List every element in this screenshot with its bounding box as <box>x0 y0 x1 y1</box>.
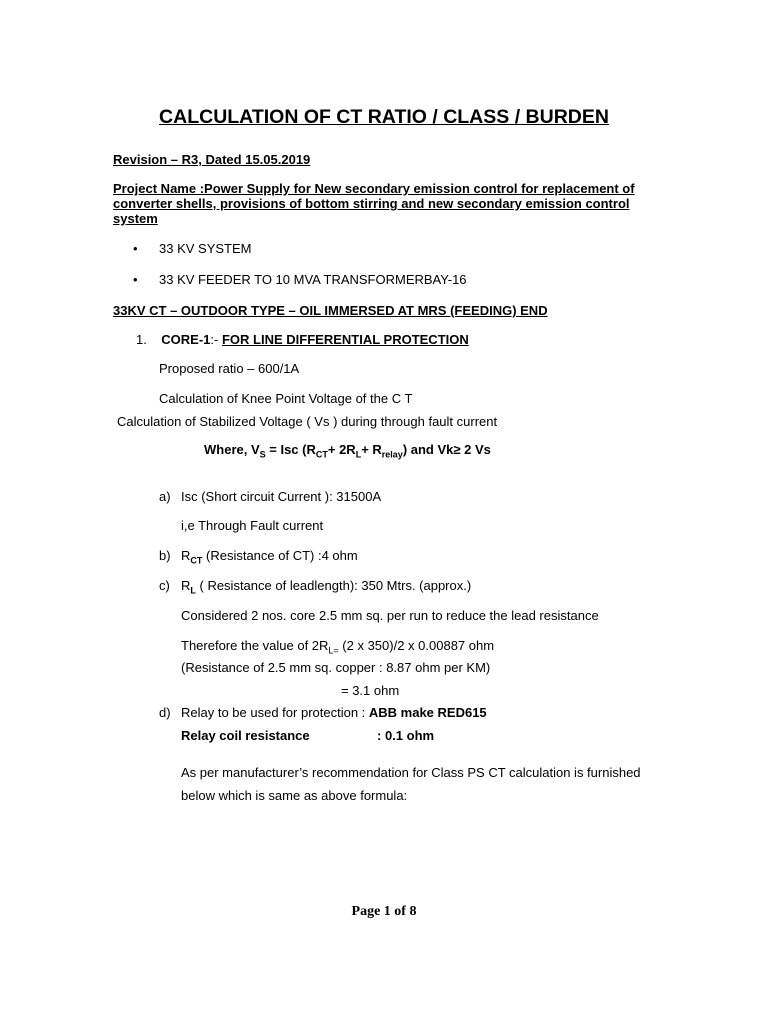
item-c-line-3-sub: L= <box>328 645 339 656</box>
item-c-line-5: = 3.1 ohm <box>341 683 400 698</box>
item-a-marker: a) <box>159 489 171 504</box>
project-name-line-1: Project Name :Power Supply for New secondary emission control for replacement of <box>113 181 635 196</box>
stabilized-voltage-heading: Calculation of Stabilized Voltage ( Vs ) during through fault current <box>117 414 498 429</box>
knee-point-heading: Calculation of Knee Point Voltage of the C T <box>159 391 413 406</box>
project-name-line-3: system <box>113 211 158 226</box>
item-c-line-3a: Therefore the value of 2R <box>181 638 329 653</box>
item-d-marker: d) <box>159 705 171 720</box>
item-c-text <box>181 578 471 596</box>
item-d-text <box>181 705 487 720</box>
item-b-marker: b) <box>159 548 171 563</box>
item-c-line-2: Considered 2 nos. core 2.5 mm sq. per run to reduce the lead resistance <box>181 608 599 623</box>
document-title: CALCULATION OF CT RATIO / CLASS / BURDEN <box>159 106 609 128</box>
item-c-desc: ( Resistance of leadlength): 350 Mtrs. (approx.) <box>195 578 472 593</box>
bullet-feeder: • 33 KV FEEDER TO 10 MVA TRANSFORMERBAY-16 <box>159 272 467 287</box>
item-b-sub: CT <box>190 555 203 566</box>
formula-plus-r: + R <box>361 442 382 457</box>
closing-line-2: below which is same as above formula: <box>181 788 408 803</box>
relay-coil-value: : 0.1 ohm <box>377 728 435 743</box>
core-1-heading <box>136 332 469 347</box>
item-c-sub: L <box>190 585 196 596</box>
item-c-marker: c) <box>159 578 170 593</box>
item-b-text <box>181 548 358 566</box>
core-1-number: 1. <box>136 332 147 347</box>
formula-line <box>204 442 491 460</box>
formula-eq: = Isc (R <box>265 442 316 457</box>
item-d-relay-model: ABB make RED615 <box>368 705 487 720</box>
proposed-ratio: Proposed ratio – 600/1A <box>159 361 300 376</box>
formula-sub-s: S <box>259 449 266 460</box>
formula-sub-l: L <box>355 449 362 460</box>
item-c-line-3 <box>181 638 494 656</box>
item-d-desc: Relay to be used for protection : <box>181 705 369 720</box>
item-b-desc: (Resistance of CT) :4 ohm <box>202 548 358 563</box>
item-a-subtext: i,e Through Fault current <box>181 518 324 533</box>
revision-line: Revision – R3, Dated 15.05.2019 <box>113 152 311 167</box>
item-a-text: Isc (Short circuit Current ): 31500A <box>181 489 382 504</box>
item-c-r: R <box>181 578 191 593</box>
bullet-system: • 33 KV SYSTEM <box>159 241 251 256</box>
core-1-purpose: FOR LINE DIFFERENTIAL PROTECTION <box>221 332 469 347</box>
formula-sub-ct: CT <box>315 449 328 460</box>
section-heading: 33KV CT – OUTDOOR TYPE – OIL IMMERSED AT MRS (FEEDING) END <box>113 303 548 318</box>
page-footer: Page 1 of 8 <box>351 904 417 919</box>
core-1-label: CORE-1 <box>161 332 211 347</box>
formula-tail: ) and Vk≥ 2 Vs <box>402 442 491 457</box>
formula-where: Where, V <box>204 442 260 457</box>
item-c-line-3b: (2 x 350)/2 x 0.00887 ohm <box>338 638 495 653</box>
closing-line-1: As per manufacturer’s recommendation for Class PS CT calculation is furnished <box>181 765 641 780</box>
project-name-line-2: converter shells, provisions of bottom stirring and new secondary emission control <box>113 196 630 211</box>
formula-sub-relay: relay <box>381 449 403 460</box>
item-c-line-4: (Resistance of 2.5 mm sq. copper : 8.87 ohm per KM) <box>181 660 491 675</box>
item-b-r: R <box>181 548 191 563</box>
formula-plus-2rl: + 2R <box>327 442 356 457</box>
relay-coil-label: Relay coil resistance <box>181 728 310 743</box>
core-1-separator: :- <box>210 332 222 347</box>
